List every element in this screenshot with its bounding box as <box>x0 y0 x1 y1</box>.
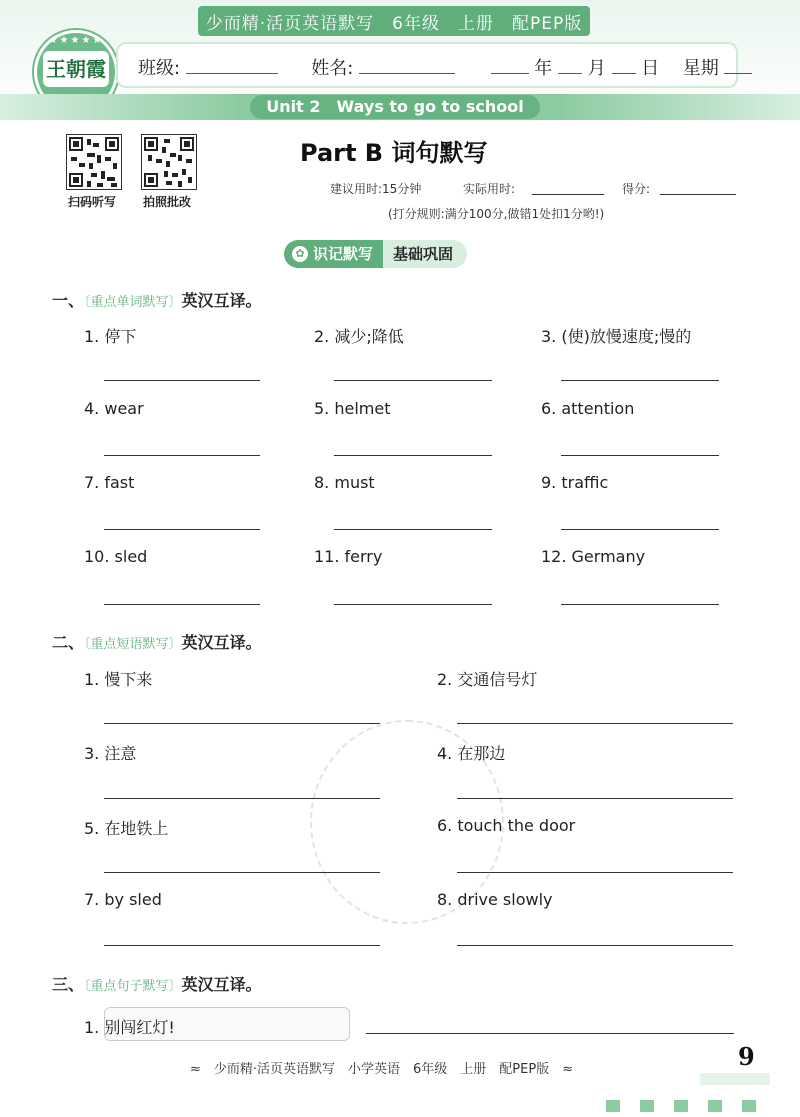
month-field[interactable] <box>558 55 582 74</box>
day-field[interactable] <box>612 55 636 74</box>
suggested-time: 建议用时:15分钟 <box>330 182 422 196</box>
answer-line[interactable] <box>457 872 733 873</box>
phrase-item: 7. by sled <box>84 890 162 909</box>
day-label: 日 <box>641 58 660 79</box>
page-number: 9 <box>738 1042 755 1071</box>
year-label: 年 <box>534 58 553 79</box>
unit-title: Unit 2 Ways to go to school <box>250 95 540 119</box>
section1-title: 一、〔重点单词默写〕英汉互译。 <box>52 291 262 310</box>
answer-line[interactable] <box>334 604 492 605</box>
section-badge <box>284 240 467 268</box>
section2-tag: 〔重点短语默写〕 <box>84 637 182 652</box>
answer-line[interactable] <box>457 945 733 946</box>
word-item: 1. 停下 <box>84 327 137 346</box>
word-item: 10. sled <box>84 547 148 566</box>
listen-qr-caption: 扫码听写 <box>68 195 117 209</box>
grade-qr-icon[interactable] <box>141 134 197 190</box>
answer-line[interactable] <box>561 529 719 530</box>
weekday-label: 星期 <box>682 58 719 79</box>
answer-line[interactable] <box>104 529 260 530</box>
series-banner: 少而精·活页英语默写 6年级 上册 配PEP版 <box>198 6 590 36</box>
phrase-item: 2. 交通信号灯 <box>437 670 538 689</box>
flower-icon: ✿ <box>292 246 308 262</box>
phrase-item: 1. 慢下来 <box>84 670 153 689</box>
word-item: 3. (使)放慢速度;慢的 <box>541 327 692 346</box>
logo-text: 王朝霞 <box>43 51 109 87</box>
grade-qr-caption: 拍照批改 <box>143 195 192 209</box>
name-field[interactable] <box>359 55 455 74</box>
student-info-row <box>138 54 752 80</box>
class-label: 班级: <box>138 58 181 79</box>
word-item: 5. helmet <box>314 399 391 418</box>
badge-primary: 识记默写 <box>313 245 374 263</box>
name-label: 姓名: <box>311 58 354 79</box>
phrase-item: 8. drive slowly <box>437 890 553 909</box>
answer-line[interactable] <box>561 455 719 456</box>
phrase-item: 3. 注意 <box>84 744 137 763</box>
answer-line[interactable] <box>104 723 380 724</box>
answer-line[interactable] <box>104 945 380 946</box>
word-item: 7. fast <box>84 473 135 492</box>
section1-tag: 〔重点单词默写〕 <box>84 295 182 310</box>
scoring-rule: (打分规则:满分100分,做错1处扣1分哟!) <box>388 207 605 221</box>
stars-icon: ★★★★★ <box>48 35 104 46</box>
answer-line[interactable] <box>104 604 260 605</box>
answer-line[interactable] <box>104 872 380 873</box>
phrase-item: 5. 在地铁上 <box>84 819 169 838</box>
month-label: 月 <box>587 58 606 79</box>
edge-marker <box>674 1100 688 1112</box>
answer-line[interactable] <box>561 380 719 381</box>
phrase-item: 6. touch the door <box>437 816 576 835</box>
answer-line[interactable] <box>104 380 260 381</box>
word-item: 8. must <box>314 473 375 492</box>
footer-decoration <box>700 1073 770 1085</box>
listen-qr-icon[interactable] <box>66 134 122 190</box>
answer-line[interactable] <box>334 529 492 530</box>
part-title: Part B 词句默写 <box>300 139 488 167</box>
answer-line[interactable] <box>561 604 719 605</box>
actual-time-field[interactable] <box>532 194 604 195</box>
answer-line[interactable] <box>334 380 492 381</box>
actual-time-label: 实际用时: <box>463 182 516 196</box>
section3-title: 三、〔重点句子默写〕英汉互译。 <box>52 975 262 994</box>
badge-secondary: 基础巩固 <box>383 240 467 268</box>
section2-title: 二、〔重点短语默写〕英汉互译。 <box>52 633 262 652</box>
weekday-field[interactable] <box>724 55 752 74</box>
word-item: 9. traffic <box>541 473 609 492</box>
edge-marker <box>742 1100 756 1112</box>
sentence-item: 1. 别闯红灯! <box>84 1018 175 1037</box>
answer-line[interactable] <box>366 1033 734 1034</box>
phrase-item: 4. 在那边 <box>437 744 506 763</box>
answer-line[interactable] <box>457 723 733 724</box>
word-item: 12. Germany <box>541 547 646 566</box>
answer-line[interactable] <box>104 455 260 456</box>
answer-line[interactable] <box>334 455 492 456</box>
word-item: 2. 减少;降低 <box>314 327 404 346</box>
edge-marker <box>708 1100 722 1112</box>
answer-line[interactable] <box>104 798 380 799</box>
word-item: 6. attention <box>541 399 635 418</box>
word-item: 4. wear <box>84 399 144 418</box>
score-field[interactable] <box>660 194 736 195</box>
score-label: 得分: <box>622 182 651 196</box>
edge-marker <box>640 1100 654 1112</box>
year-field[interactable] <box>491 55 529 74</box>
class-field[interactable] <box>186 55 278 74</box>
edge-marker <box>606 1100 620 1112</box>
word-item: 11. ferry <box>314 547 383 566</box>
answer-line[interactable] <box>457 798 733 799</box>
section3-tag: 〔重点句子默写〕 <box>84 979 182 994</box>
footer-text: ≈ 少而精·活页英语默写 小学英语 6年级 上册 配PEP版 ≈ <box>190 1062 574 1077</box>
